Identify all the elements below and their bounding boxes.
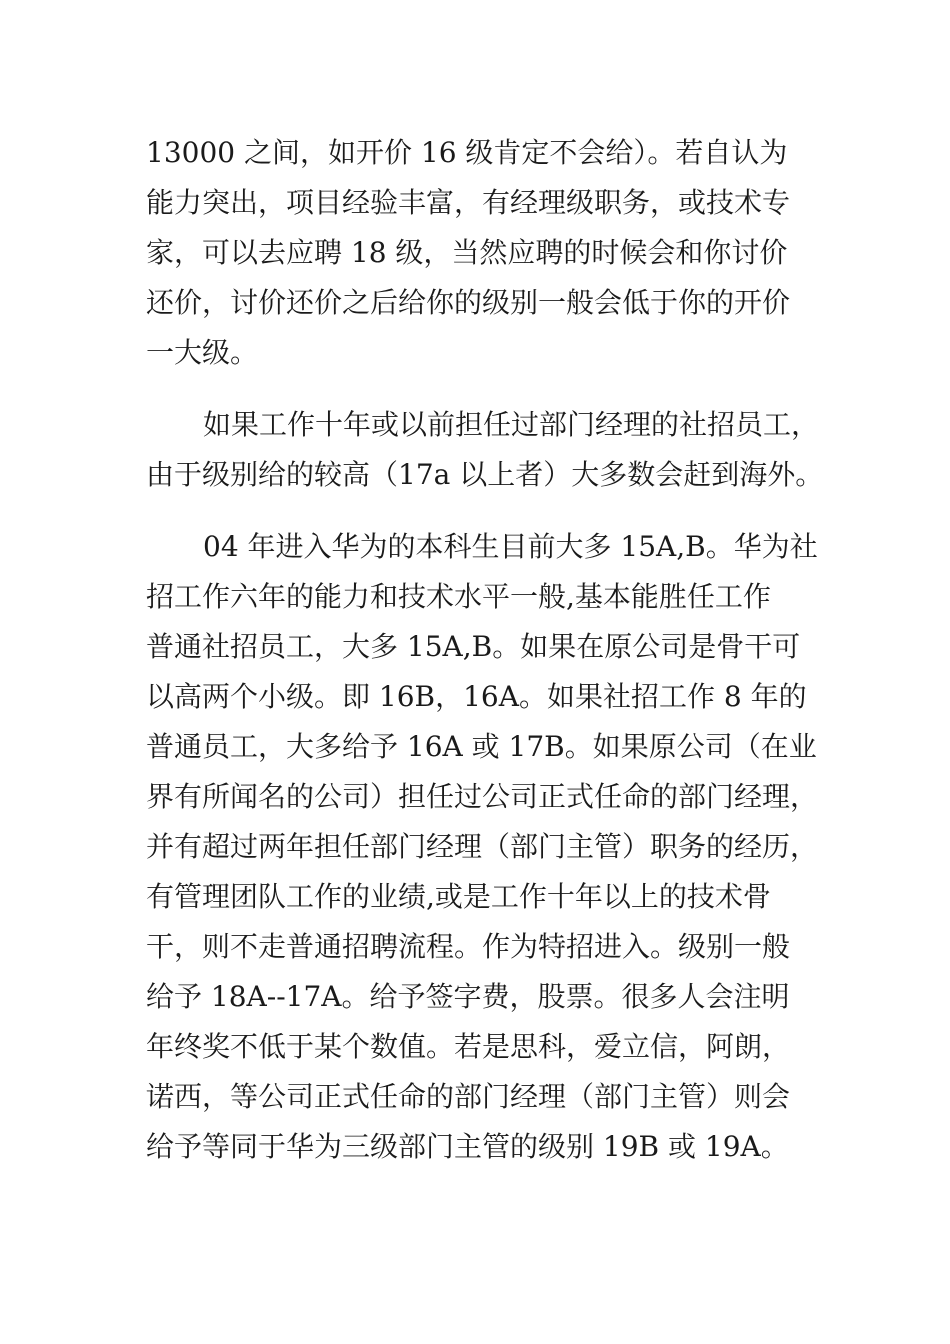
text-line: 并有超过两年担任部门经理（部门主管）职务的经历，: [146, 830, 819, 863]
text-line: 普通员工，大多给予 16A 或 17B。如果原公司（在业: [146, 730, 817, 763]
text-line: 给予 18A--17A。给予签字费，股票。很多人会注明: [146, 980, 790, 1013]
paragraph-1: [146, 128, 810, 378]
text-line: 13000 之间，如开价 16 级肯定不会给）。若自认为: [146, 136, 788, 169]
text-line: 界有所闻名的公司）担任过公司正式任命的部门经理，: [146, 780, 819, 813]
text-line: 诺西，等公司正式任命的部门经理（部门主管）则会: [146, 1080, 791, 1113]
text-line: 干，则不走普通招聘流程。作为特招进入。级别一般: [146, 930, 791, 963]
text-line: 还价，讨价还价之后给你的级别一般会低于你的开价: [146, 286, 791, 319]
text-line: 一大级。: [146, 336, 259, 369]
text-line: 04 年进入华为的本科生目前大多 15A,B。华为社: [203, 530, 818, 563]
document-body: [146, 128, 824, 1194]
text-line: 普通社招员工，大多 15A,B。如果在原公司是骨干可: [146, 630, 801, 663]
text-line: 能力突出，项目经验丰富，有经理级职务，或技术专: [146, 186, 791, 219]
paragraph-2: [146, 400, 824, 500]
text-line: 有管理团队工作的业绩,或是工作十年以上的技术骨: [146, 880, 771, 913]
text-line: 由于级别给的较高（17a 以上者）大多数会赶到海外。: [146, 458, 824, 491]
text-line: 招工作六年的能力和技术水平一般,基本能胜任工作: [146, 580, 771, 613]
text-line: 以高两个小级。即 16B，16A。如果社招工作 8 年的: [146, 680, 807, 713]
text-line: 给予等同于华为三级部门主管的级别 19B 或 19A。: [146, 1130, 789, 1163]
text-line: 如果工作十年或以前担任过部门经理的社招员工，: [203, 408, 820, 441]
text-line: 年终奖不低于某个数值。若是思科，爱立信，阿朗，: [146, 1030, 791, 1063]
paragraph-3: [146, 522, 819, 1172]
text-line: 家，可以去应聘 18 级，当然应聘的时候会和你讨价: [146, 236, 788, 269]
